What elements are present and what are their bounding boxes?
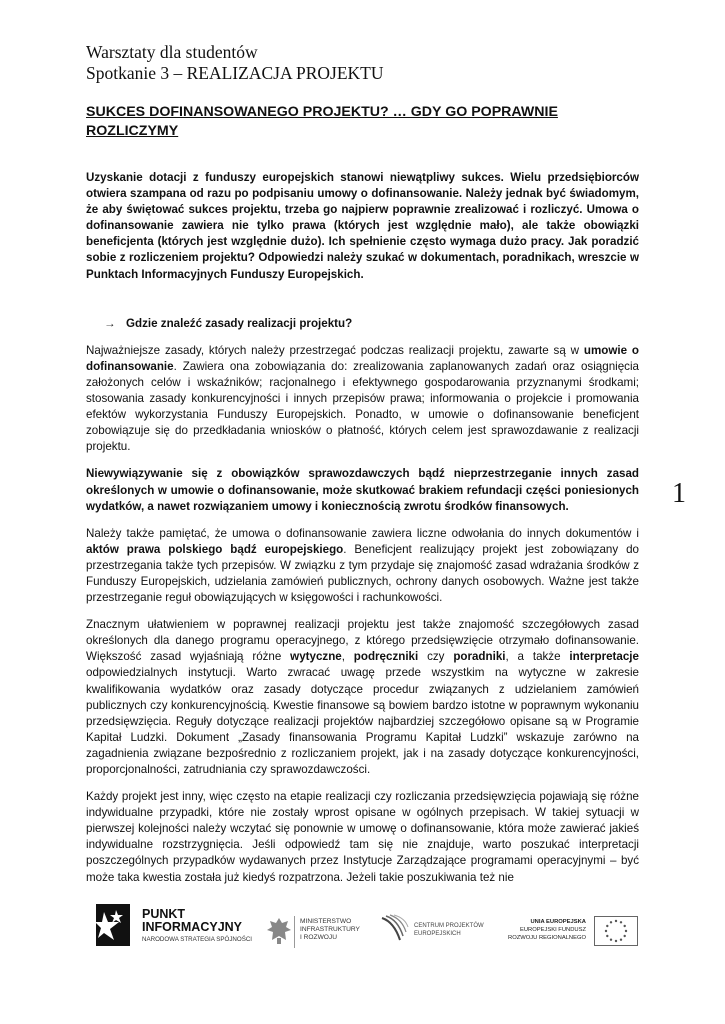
wing-emblem-icon [380,914,410,944]
paragraph-akty-prawa: Należy także pamiętać, że umowa o dofinansowanie zawiera liczne odwołania do innych dokumentów i aktów prawa polskiego bądź europejskiego. Beneficjent realizujący projekt jest zobowiązany do przestrzegania także tych przepisów. W związku z tym przydaje się znajomość zasad wdrażania środków z Funduszy Europejskich, udzielania zamówień publicznych, ochrony danych osobowych. Ważne jest także przestrzeganie reguł obowiązujących w księgowości i rachunkowości. [86,526,639,605]
paragraph-wytyczne: Znacznym ułatwieniem w poprawnej realizacji projektu jest także znajomość szczegółowych zasad określonych dla danego programu operacyjnego, z którego przedsięwzięcie otrzymało dofinansowanie. Większość zasad wyjaśniają różne wytyczne, podręczniki czy poradniki, a także interpretacje odpowiedzialnych instytucji. Warto zwracać uwagę przede wszystkim na wytyczne w zakresie kwalifikowania wydatków oraz zasady dotyczące procedur związanych z udzielaniem zamówień publicznych czy konkurencyjnością. Kwestie finansowe są bowiem bardzo istotne w poprawnym wykonaniu przedsięwzięcia. Reguły dotyczące realizacji projektów najbardziej szczegółowo opisane są w Programie Kapitał Ludzki. Dokument „Zasady finansowania Programu Kapitał Ludzki” wskazuje zarówno na zagadnienia związane bezpośrednio z rozliczaniem projekt, jak i na zasady dotyczące konkurencyjności, proporcjonalności, zatrudniania czy sprawozdawczości. [86,618,639,776]
ue-line-2: EUROPEJSKI FUNDUSZ [519,927,586,933]
paragraph-warning: Niewywiązywanie się z obowiązków sprawozdawczych bądź nieprzestrzeganie innych zasad określonych w umowie o dofinansowanie, może skutkować brakiem refundacji części poniesionych wydatków, a nawet rozwiązaniem umowy i koniecznością zwrotu środków finansowych. [86,467,639,513]
arrow-icon: → [104,316,116,330]
header-line-1: Warsztaty dla studentów [86,42,258,62]
emphasis-umowa: umowie o dofinansowanie [86,343,639,373]
document-header [86,42,646,84]
intro-paragraph: Uzyskanie dotacji z funduszy europejskich stanowi niewątpliwy sukces. Wielu przedsiębiorców otwiera szampana od razu po podpisaniu umowy o dofinansowanie. Należy jednak być świadomym, że aby świętować sukces projektu, trzeba go najpierw poprawnie zrealizować i rozliczyć. Umowa o dofinansowanie zawiera nie tylko prawa (których jest względnie mało), ale także obowiązki beneficjenta (których jest względnie dużo). Ich spełnienie często wymaga dużo pracy. Jak poradzić sobie z rozliczeniem projektu? Odpowiedzi należy szukać w dokumentach, poradnikach, wreszcie w Punktach Informacyjnych Funduszy Europejskich. [86,171,639,281]
eu-flag-icon [594,916,638,946]
ue-line-3: ROZWOJU REGIONALNEGO [508,935,586,941]
punkt-informacyjny-logo [92,902,262,952]
ministerstwo-logo [266,916,376,956]
emphasis-poradniki: poradniki [453,650,506,664]
ministerstwo-line-1: MINISTERSTWO [300,918,352,925]
emphasis-akty-prawa: aktów prawa polskiego bądź europejskiego [86,542,344,556]
footer-logos [0,900,725,970]
unia-europejska-logo [498,916,638,956]
article-body [86,170,639,897]
centrum-projektow-logo [380,914,490,954]
ue-line-1: UNIA EUROPEJSKA [530,919,586,925]
header-line-2: Spotkanie 3 – REALIZACJA PROJEKTU [86,63,384,83]
emphasis-wytyczne: wytyczne [290,650,342,664]
section-heading-text: Gdzie znaleźć zasady realizacji projektu? [126,316,353,330]
emphasis-interpretacje: interpretacje [569,650,639,664]
article-title: SUKCES DOFINANSOWANEGO PROJEKTU? … GDY GO POPRAWNIE ROZLICZYMY [86,104,558,139]
punkt-line-2: INFORMACYJNY [142,920,243,934]
eagle-emblem-icon [266,916,292,946]
emphasis-podreczniki: podręczniki [353,650,419,664]
section-heading [104,316,639,332]
ministerstwo-line-3: I ROZWOJU [300,934,337,941]
paragraph-umowa: Najważniejsze zasady, których należy przestrzegać podczas realizacji projektu, zawarte są w umowie o dofinansowanie. Zawiera ona zobowiązania do: zrealizowania zaplanowanych zadań oraz osiągnięcia założonych celów i wskaźników; racjonalnego i efektywnego gospodarowania przyznanymi środkami; stosowania zasady konkurencyjności i innych przepisów prawa; informowania o projekcie i promowania efektów wykorzystania Funduszy Europejskich. Ponadto, w umowie o dofinansowanie beneficjent zobowiązuje się do przedkładania wniosków o płatność, których celem jest sprawozdawanie z realizacji projektu. [86,343,639,454]
paragraph-indywidualne: Każdy projekt jest inny, więc często na etapie realizacji czy rozliczania przedsięwzięcia pojawiają się różne indywidualne przypadki, które nie zostały wprost opisane w ogólnych przepisach. W takiej sytuacji w pierwszej kolejności należy wczytać się ponownie w umowę o dofinansowanie, która może zawierać jakieś indywidualne rozstrzygnięcia. Jeśli odpowiedź tam się nie znajduje, warto poszukać interpretacji poszczególnych przypadków wydawanych przez Instytucje Zarządzające programami operacyjnymi – być może taka kwestia została już kiedyś rozpatrzona. Jeżeli takie poszukiwania też nie [86,790,639,884]
punkt-line-1: PUNKT [142,907,186,921]
star-emblem-icon [92,902,134,948]
punkt-line-3: NARODOWA STRATEGIA SPÓJNOŚCI [142,936,253,943]
page-number: 1 [672,478,686,509]
centrum-line-2: EUROPEJSKICH [414,931,461,937]
centrum-line-1: CENTRUM PROJEKTÓW [414,923,484,929]
ministerstwo-line-2: INFRASTRUKTURY [300,926,360,933]
